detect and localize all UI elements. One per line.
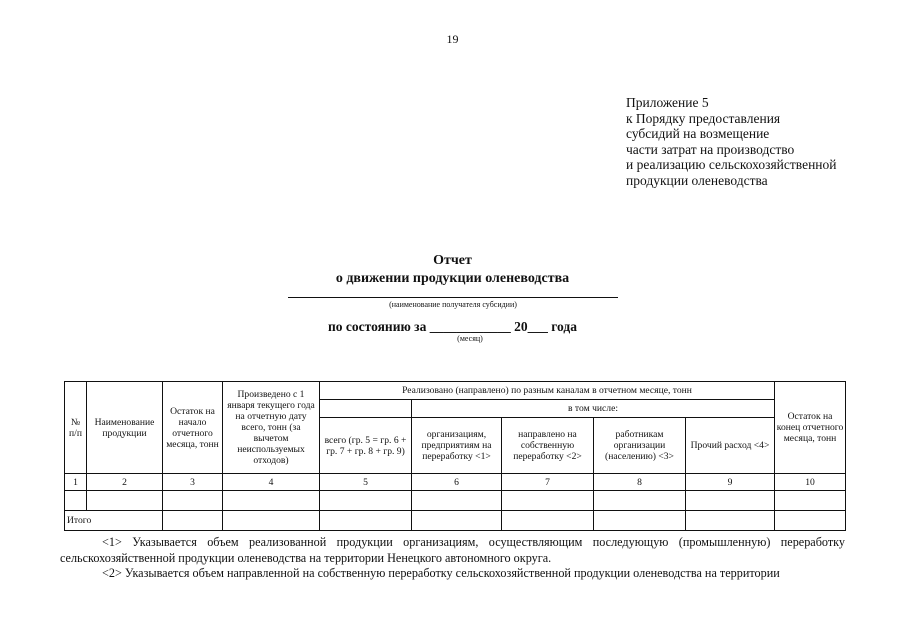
report-table [64,381,846,531]
recipient-caption: (наименование получателя субсидии) [389,300,517,309]
column-number: 1 [65,474,87,491]
report-date-line: по состоянию за ____________ 20___ года [328,319,577,334]
header-orgs: организациям, предприятиям на переработку <1> [412,418,502,474]
appendix-line: Приложение 5 [626,95,709,110]
report-title: Отчет [433,253,472,268]
column-number: 8 [594,474,686,491]
appendix-line: продукции оленеводства [626,172,768,188]
column-number: 7 [502,474,594,491]
header-start-balance: Остаток на начало отчетного месяца, тонн [163,382,223,474]
header-end-balance: Остаток на конец отчетного месяца, тонн [775,382,846,474]
page-number: 19 [446,32,459,46]
header-other: Прочий расход <4> [686,418,775,474]
header-including: в том числе: [412,400,775,418]
report-subtitle: о движении продукции оленеводства [335,271,570,286]
column-number-row [65,474,846,491]
column-number: 5 [320,474,412,491]
appendix-line: части затрат на производство [626,141,795,157]
footnote: <2> Указывается объем направленной на собственную переработку сельскохозяйственной продукции оленеводства на территории [102,566,780,580]
appendix-line: к Порядку предоставления [626,110,781,126]
report-title-block [0,253,905,287]
appendix-line: и реализацию сельскохозяйственной [626,157,837,173]
appendix-block [626,95,896,189]
total-row [65,511,846,531]
month-caption: (месяц) [457,334,483,343]
column-number: 3 [163,474,223,491]
header-name: Наименование продукции [87,382,163,474]
header-workers: работникам организации (населению) <3> [594,418,686,474]
column-number: 6 [412,474,502,491]
recipient-blank-line [288,297,618,298]
footnote: <1> Указывается объем реализованной продукции организациям, осуществляющим последующую (промышленную) переработку сельскохозяйственной продукции оленеводства на территории Ненецкого автономного округа. [60,535,845,565]
header-produced: Произведено с 1 января текущего года на отчетную дату всего, тонн (за вычетом неиспользуемых отходов) [223,382,320,474]
column-number: 2 [87,474,163,491]
column-number: 9 [686,474,775,491]
total-label: Итого [65,511,163,531]
header-num: № п/п [65,382,87,474]
header-sold-group: Реализовано (направлено) по разным каналам в отчетном месяце, тонн [320,382,775,400]
footnotes [60,535,845,582]
column-number: 10 [775,474,846,491]
appendix-line: субсидий на возмещение [626,126,770,142]
column-number: 4 [223,474,320,491]
empty-data-row [65,491,846,511]
header-total: всего (гр. 5 = гр. 6 + гр. 7 + гр. 8 + гр. 9) [320,418,412,474]
header-own: направлено на собственную переработку <2> [502,418,594,474]
